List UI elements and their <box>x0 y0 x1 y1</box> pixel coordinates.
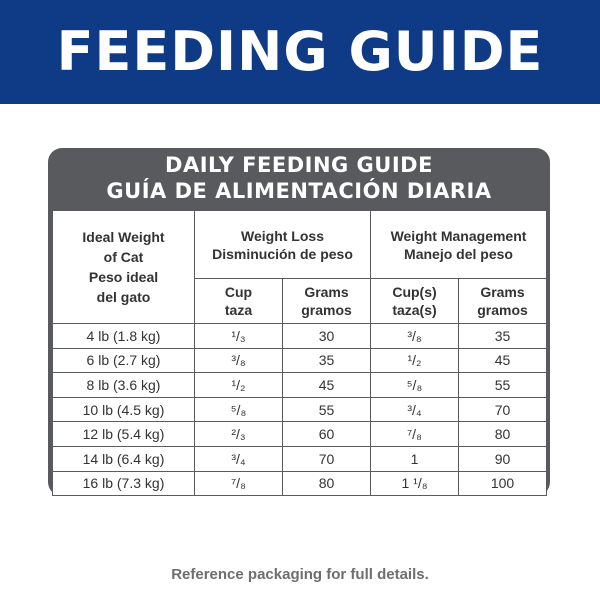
mgmt-grams-cell: 70 <box>459 397 547 422</box>
mgmt-grams-header: Grams gramos <box>459 279 547 324</box>
weight-cell: 8 lb (3.6 kg) <box>53 373 195 398</box>
loss-grams-cell: 30 <box>283 324 371 349</box>
mgmt-cup-header: Cup(s) taza(s) <box>371 279 459 324</box>
loss-grams-cell: 70 <box>283 446 371 471</box>
loss-cup-cell: ²/₃ <box>195 422 283 447</box>
loss-grams-cell: 35 <box>283 348 371 373</box>
feeding-table <box>52 210 547 496</box>
table-row <box>53 348 547 373</box>
loss-cup-cell: ⁷/₈ <box>195 471 283 496</box>
panel-title <box>48 152 550 204</box>
table-row <box>53 373 547 398</box>
weight-cell: 12 lb (5.4 kg) <box>53 422 195 447</box>
panel-title-es: GUÍA DE ALIMENTACIÓN DIARIA <box>106 179 492 203</box>
loss-grams-cell: 80 <box>283 471 371 496</box>
weight-cell: 14 lb (6.4 kg) <box>53 446 195 471</box>
loss-cup-cell: ³/₄ <box>195 446 283 471</box>
mgmt-cup-cell: ⁷/₈ <box>371 422 459 447</box>
loss-cup-header: Cup taza <box>195 279 283 324</box>
loss-cup-cell: ¹/₂ <box>195 373 283 398</box>
mgmt-grams-cell: 90 <box>459 446 547 471</box>
loss-cup-cell: ⁵/₈ <box>195 397 283 422</box>
feeding-guide-panel <box>48 148 550 496</box>
table-row <box>53 446 547 471</box>
weight-management-header: Weight Management Manejo del peso <box>371 211 547 279</box>
footer-note: Reference packaging for full details. <box>171 566 429 583</box>
loss-grams-header: Grams gramos <box>283 279 371 324</box>
page-title: FEEDING GUIDE <box>56 20 544 83</box>
mgmt-grams-cell: 45 <box>459 348 547 373</box>
mgmt-grams-cell: 35 <box>459 324 547 349</box>
weight-cell: 4 lb (1.8 kg) <box>53 324 195 349</box>
table-row <box>53 324 547 349</box>
mgmt-grams-cell: 80 <box>459 422 547 447</box>
weight-cell: 6 lb (2.7 kg) <box>53 348 195 373</box>
header-banner <box>0 0 600 104</box>
loss-grams-cell: 55 <box>283 397 371 422</box>
mgmt-cup-cell: ³/₄ <box>371 397 459 422</box>
mgmt-cup-cell: ⁵/₈ <box>371 373 459 398</box>
mgmt-cup-cell: 1 <box>371 446 459 471</box>
mgmt-cup-cell: ¹/₂ <box>371 348 459 373</box>
loss-grams-cell: 45 <box>283 373 371 398</box>
weight-column-header: Ideal Weight of Cat Peso ideal del gato <box>53 211 195 324</box>
loss-grams-cell: 60 <box>283 422 371 447</box>
table-row <box>53 397 547 422</box>
table-row <box>53 422 547 447</box>
weight-cell: 16 lb (7.3 kg) <box>53 471 195 496</box>
weight-cell: 10 lb (4.5 kg) <box>53 397 195 422</box>
mgmt-cup-cell: ³/₈ <box>371 324 459 349</box>
panel-title-en: DAILY FEEDING GUIDE <box>165 153 433 177</box>
loss-cup-cell: ¹/₃ <box>195 324 283 349</box>
table-row <box>53 471 547 496</box>
mgmt-grams-cell: 100 <box>459 471 547 496</box>
loss-cup-cell: ³/₈ <box>195 348 283 373</box>
weight-loss-header: Weight Loss Disminución de peso <box>195 211 371 279</box>
mgmt-grams-cell: 55 <box>459 373 547 398</box>
mgmt-cup-cell: 1 ¹/₈ <box>371 471 459 496</box>
